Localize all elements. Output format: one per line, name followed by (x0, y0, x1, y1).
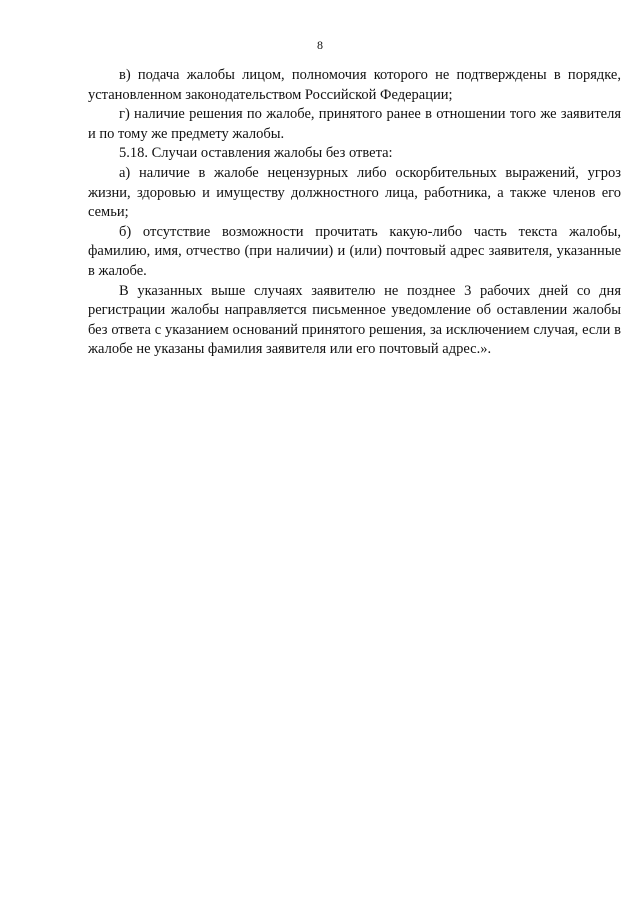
paragraph-item-v: в) подача жалобы лицом, полномочия которого не подтверждены в порядке, установленном законодательством Российской Федерации; (88, 67, 621, 103)
page-number: 8 (317, 38, 323, 52)
paragraph-item-a: а) наличие в жалобе нецензурных либо оскорбительных выражений, угроз жизни, здоровью и имуществу должностного лица, работника, а также членов его семьи; (88, 164, 621, 221)
paragraph-item-b: б) отсутствие возможности прочитать какую-либо часть текста жалобы, фамилию, имя, отчество (при наличии) и (или) почтовый адрес заявителя, указанные в жалобе. (88, 223, 621, 279)
paragraph-item-g: г) наличие решения по жалобе, принятого ранее в отношении того же заявителя и по тому же предмету жалобы. (88, 106, 621, 142)
document-body (88, 66, 621, 360)
paragraph-notification: В указанных выше случаях заявителю не позднее 3 рабочих дней со дня регистрации жалобы направляется письменное уведомление об оставлении жалобы без ответа с указанием оснований принятого решения, за исключением случая, если в жалобе не указаны фамилия заявителя или его почтовый адрес.». (88, 282, 621, 358)
section-heading-5-18: 5.18. Случаи оставления жалобы без ответа: (119, 145, 393, 162)
